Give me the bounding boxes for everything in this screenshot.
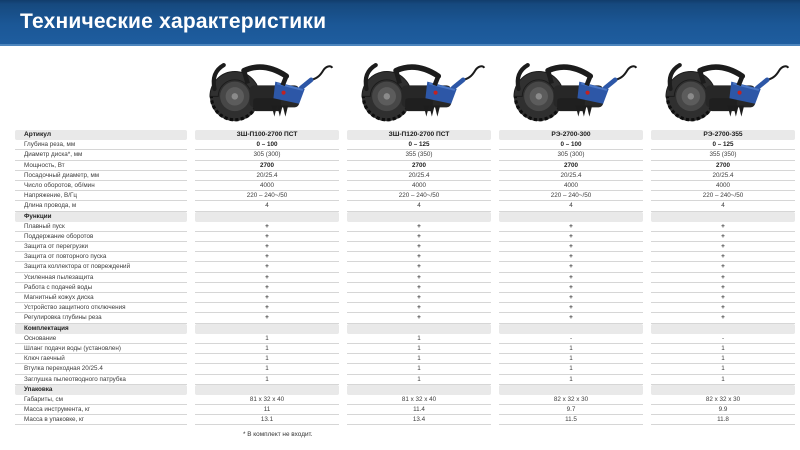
section-band <box>651 385 795 395</box>
spec-row <box>0 262 800 272</box>
feature-marker: + <box>651 222 795 232</box>
spec-row <box>0 273 800 283</box>
feature-marker: + <box>347 232 491 242</box>
spec-value: 1 <box>347 344 491 354</box>
spec-row <box>0 303 800 313</box>
row-label: Упаковка <box>15 385 187 395</box>
spec-value: 82 x 32 x 30 <box>651 395 795 405</box>
feature-marker: + <box>347 283 491 293</box>
row-label: Шланг подачи воды (установлен) <box>15 344 187 354</box>
spec-value: 305 (300) <box>195 150 339 160</box>
spec-row <box>0 334 800 344</box>
feature-marker: + <box>195 242 339 252</box>
product-model: ЗШ-П120-2700 ПСТ <box>347 130 491 140</box>
product-image-1 <box>195 48 339 126</box>
row-label: Регулировка глубины реза <box>15 313 187 323</box>
product-model: РЭ-2700-300 <box>499 130 643 140</box>
feature-marker: + <box>651 313 795 323</box>
row-label: Заглушка пылеотводного патрубка <box>15 375 187 385</box>
row-label: Втулка переходная 20/25.4 <box>15 364 187 374</box>
spec-value: 220 – 240~/50 <box>651 191 795 201</box>
spec-value: 11.5 <box>499 415 643 425</box>
feature-marker: + <box>651 293 795 303</box>
feature-marker: + <box>651 303 795 313</box>
spec-row <box>0 232 800 242</box>
spec-value: 20/25.4 <box>347 171 491 181</box>
spec-value: 81 x 32 x 40 <box>347 395 491 405</box>
row-label: Посадочный диаметр, мм <box>15 171 187 181</box>
spec-row <box>0 150 800 160</box>
spec-value: 9.7 <box>499 405 643 415</box>
feature-marker: + <box>499 273 643 283</box>
product-model: ЗШ-П100-2700 ПСТ <box>195 130 339 140</box>
spec-row <box>0 293 800 303</box>
spec-value: 0 – 100 <box>195 140 339 150</box>
spec-value: 11.8 <box>651 415 795 425</box>
section-row <box>0 324 800 334</box>
feature-marker: + <box>195 273 339 283</box>
spec-row <box>0 171 800 181</box>
spec-row <box>0 395 800 405</box>
spec-value: 220 – 240~/50 <box>195 191 339 201</box>
feature-marker: + <box>651 252 795 262</box>
disc-cutter-icon <box>654 52 792 126</box>
section-row <box>0 385 800 395</box>
feature-marker: + <box>651 283 795 293</box>
spec-value: 1 <box>499 344 643 354</box>
row-label: Мощность, Вт <box>15 161 187 171</box>
spec-value: 20/25.4 <box>499 171 643 181</box>
spec-value: 4 <box>195 201 339 211</box>
spec-value: 1 <box>195 334 339 344</box>
feature-marker: + <box>651 242 795 252</box>
row-label: Защита от перегрузки <box>15 242 187 252</box>
feature-marker: + <box>499 242 643 252</box>
feature-marker: + <box>347 303 491 313</box>
spec-value: 1 <box>651 354 795 364</box>
section-band <box>651 212 795 222</box>
spec-value: 1 <box>195 364 339 374</box>
disc-cutter-icon <box>502 52 640 126</box>
spec-value: 11.4 <box>347 405 491 415</box>
spec-value: 1 <box>347 375 491 385</box>
feature-marker: + <box>347 293 491 303</box>
spec-row <box>0 375 800 385</box>
feature-marker: + <box>499 262 643 272</box>
section-band <box>347 385 491 395</box>
row-label: Поддержание оборотов <box>15 232 187 242</box>
feature-marker: + <box>499 313 643 323</box>
spec-value: 4 <box>499 201 643 211</box>
row-label: Диаметр диска*, мм <box>15 150 187 160</box>
product-image-4 <box>651 48 795 126</box>
disc-cutter-icon <box>198 52 336 126</box>
header-banner <box>0 0 800 46</box>
row-label: Длина провода, м <box>15 201 187 211</box>
spec-value: 0 – 125 <box>347 140 491 150</box>
spec-value: 11 <box>195 405 339 415</box>
section-band <box>195 212 339 222</box>
feature-marker: + <box>499 303 643 313</box>
feature-marker: + <box>347 222 491 232</box>
row-label: Масса в упаковке, кг <box>15 415 187 425</box>
spec-value: 1 <box>499 375 643 385</box>
spec-value: - <box>499 334 643 344</box>
spec-row <box>0 344 800 354</box>
spec-value: 1 <box>195 354 339 364</box>
spec-value: 2700 <box>195 161 339 171</box>
spec-value: 4 <box>347 201 491 211</box>
feature-marker: + <box>347 273 491 283</box>
spec-value: 20/25.4 <box>651 171 795 181</box>
feature-marker: + <box>195 303 339 313</box>
spec-row <box>0 140 800 150</box>
spec-value: 2700 <box>651 161 795 171</box>
section-band <box>651 324 795 334</box>
product-image-3 <box>499 48 643 126</box>
row-label: Основание <box>15 334 187 344</box>
spec-row <box>0 313 800 323</box>
spec-row <box>0 222 800 232</box>
row-label: Масса инструмента, кг <box>15 405 187 415</box>
spec-value: 1 <box>499 364 643 374</box>
spec-value: 20/25.4 <box>195 171 339 181</box>
row-label: Устройство защитного отключения <box>15 303 187 313</box>
spec-value: 0 – 100 <box>499 140 643 150</box>
spec-row <box>0 191 800 201</box>
spec-value: 81 x 32 x 40 <box>195 395 339 405</box>
spec-row <box>0 354 800 364</box>
feature-marker: + <box>347 252 491 262</box>
spec-value: 13.1 <box>195 415 339 425</box>
spec-row <box>0 405 800 415</box>
feature-marker: + <box>195 222 339 232</box>
section-band <box>195 324 339 334</box>
section-band <box>499 212 643 222</box>
spec-value: 4000 <box>499 181 643 191</box>
feature-marker: + <box>651 262 795 272</box>
feature-marker: + <box>195 293 339 303</box>
spec-value: 220 – 240~/50 <box>499 191 643 201</box>
feature-marker: + <box>347 313 491 323</box>
product-model: РЭ-2700-355 <box>651 130 795 140</box>
spec-row <box>0 364 800 374</box>
feature-marker: + <box>195 252 339 262</box>
section-band <box>347 324 491 334</box>
spec-value: 0 – 125 <box>651 140 795 150</box>
row-label: Работа с подачей воды <box>15 283 187 293</box>
row-label: Габариты, см <box>15 395 187 405</box>
row-label: Защита от повторного пуска <box>15 252 187 262</box>
spec-row <box>0 415 800 425</box>
spec-value: 2700 <box>347 161 491 171</box>
feature-marker: + <box>499 252 643 262</box>
spec-value: 4000 <box>347 181 491 191</box>
spec-value: 1 <box>651 344 795 354</box>
spec-value: 355 (350) <box>651 150 795 160</box>
feature-marker: + <box>499 222 643 232</box>
spec-value: 1 <box>347 354 491 364</box>
disc-cutter-icon <box>350 52 488 126</box>
product-images-row <box>0 48 800 126</box>
feature-marker: + <box>347 262 491 272</box>
row-label: Число оборотов, об/мин <box>15 181 187 191</box>
row-label: Защита коллектора от повреждений <box>15 262 187 272</box>
section-row <box>0 212 800 222</box>
feature-marker: + <box>651 232 795 242</box>
spec-value: 1 <box>651 364 795 374</box>
row-label: Плавный пуск <box>15 222 187 232</box>
spec-row <box>0 161 800 171</box>
footnote: * В комплект не входит. <box>243 431 313 438</box>
spec-value: - <box>651 334 795 344</box>
spec-value: 82 x 32 x 30 <box>499 395 643 405</box>
row-label: Усиленная пылезащита <box>15 273 187 283</box>
row-label: Магнитный кожух диска <box>15 293 187 303</box>
row-label: Ключ гаечный <box>15 354 187 364</box>
spec-value: 1 <box>195 375 339 385</box>
product-image-2 <box>347 48 491 126</box>
feature-marker: + <box>195 283 339 293</box>
row-label: Функции <box>15 212 187 222</box>
page-title: Технические характеристики <box>20 10 327 33</box>
article-row <box>0 130 800 140</box>
feature-marker: + <box>499 283 643 293</box>
feature-marker: + <box>347 242 491 252</box>
spec-row <box>0 242 800 252</box>
images-row-spacer <box>15 48 187 126</box>
section-band <box>195 385 339 395</box>
spec-value: 1 <box>347 364 491 374</box>
spec-value: 1 <box>347 334 491 344</box>
spec-value: 305 (300) <box>499 150 643 160</box>
spec-value: 2700 <box>499 161 643 171</box>
spec-value: 4000 <box>195 181 339 191</box>
spec-value: 220 – 240~/50 <box>347 191 491 201</box>
feature-marker: + <box>195 313 339 323</box>
spec-value: 355 (350) <box>347 150 491 160</box>
section-band <box>499 385 643 395</box>
feature-marker: + <box>651 273 795 283</box>
spec-value: 4 <box>651 201 795 211</box>
feature-marker: + <box>499 293 643 303</box>
spec-row <box>0 181 800 191</box>
section-band <box>347 212 491 222</box>
spec-value: 1 <box>651 375 795 385</box>
spec-row <box>0 201 800 211</box>
feature-marker: + <box>195 262 339 272</box>
spec-value: 1 <box>499 354 643 364</box>
spec-value: 13.4 <box>347 415 491 425</box>
row-label: Глубина реза, мм <box>15 140 187 150</box>
row-label: Комплектация <box>15 324 187 334</box>
article-label: Артикул <box>15 130 187 140</box>
spec-row <box>0 283 800 293</box>
feature-marker: + <box>499 232 643 242</box>
spec-value: 1 <box>195 344 339 354</box>
spec-table <box>0 130 800 425</box>
spec-value: 9.9 <box>651 405 795 415</box>
spec-value: 4000 <box>651 181 795 191</box>
section-band <box>499 324 643 334</box>
spec-row <box>0 252 800 262</box>
row-label: Напряжение, В/Гц <box>15 191 187 201</box>
feature-marker: + <box>195 232 339 242</box>
